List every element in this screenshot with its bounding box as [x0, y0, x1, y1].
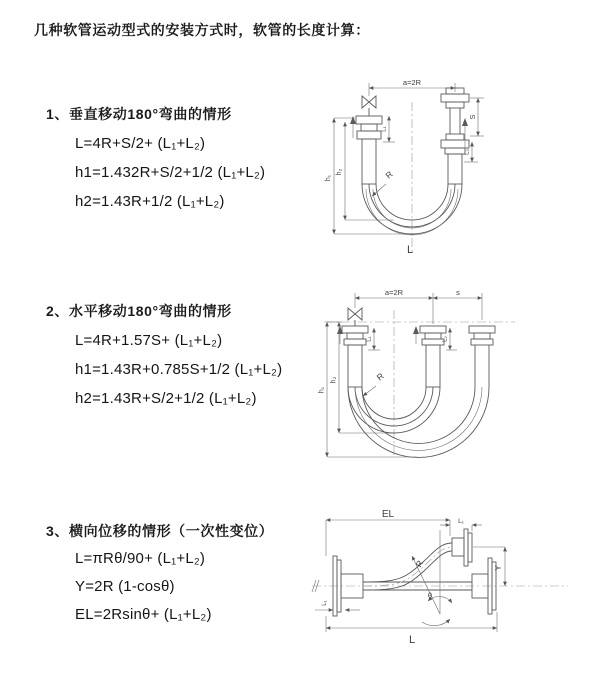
- dim-label-l1-top: L₁: [458, 518, 464, 525]
- diagram-1-svg: [312, 72, 598, 258]
- dim-label-r: R: [383, 169, 395, 181]
- dimension-l2: [464, 142, 478, 162]
- dim-label-y: Y: [494, 565, 503, 571]
- section-1-formula-h2: h2=1.43R+1/2 (L₁+L₂): [75, 193, 225, 210]
- dim-label-l1-left: L₁: [322, 600, 328, 606]
- dimension-l1: [382, 116, 396, 142]
- section-2-formula-h1: h1=1.43R+0.785S+1/2 (L₁+L₂): [75, 361, 283, 378]
- section-3-formula-EL: EL=2Rsinθ+ (L₁+L₂): [75, 606, 212, 623]
- dim-label-s: S: [470, 114, 477, 120]
- dim-label-el: EL: [381, 509, 395, 520]
- left-flange: [356, 116, 382, 139]
- right-hose-walls: [475, 345, 489, 387]
- dim-label-a2r: a=2R: [402, 78, 422, 87]
- dimension-l1: [367, 328, 381, 350]
- dim-label-l: L: [406, 244, 414, 256]
- radius-leader: [372, 169, 395, 196]
- diagram-vertical-180-bend: [312, 72, 598, 258]
- diagram-3-svg: [300, 502, 598, 650]
- dim-label-h2: h₂: [336, 168, 343, 176]
- dim-label-l2: L₂: [464, 149, 471, 155]
- radius-leader: [412, 556, 440, 614]
- dim-label-h1: h₁: [325, 174, 332, 182]
- dimension-l: [326, 612, 497, 646]
- dimension-s: [433, 288, 482, 320]
- left-hose-braid: [362, 139, 376, 184]
- section-3-formula-Y: Y=2R (1-cosθ): [75, 578, 175, 595]
- dimension-el: [326, 509, 450, 556]
- radius-leader: [363, 371, 386, 396]
- dimension-l2: [443, 328, 458, 350]
- dim-label-l1: L₁: [381, 126, 388, 132]
- dim-label-s: s: [456, 288, 460, 297]
- dim-label-r: R: [413, 558, 426, 569]
- dim-label-a2r: a=2R: [384, 288, 404, 297]
- dimension-a2r: [369, 78, 455, 92]
- section-1-formula-L: L=4R+S/2+ (L₁+L₂): [75, 135, 206, 152]
- section-2-heading: 2、水平移动180°弯曲的情形: [46, 303, 232, 319]
- top-right-flange: [452, 529, 472, 566]
- dim-label-l1: L₁: [366, 336, 373, 342]
- diagram-lateral-displacement: [300, 502, 598, 650]
- middle-hose-braid: [426, 345, 440, 387]
- dim-label-r: R: [374, 370, 386, 383]
- movement-arrow-middle: [413, 326, 419, 344]
- dimension-l1-left: [315, 600, 360, 610]
- s-curve-hose: [363, 543, 452, 590]
- dim-label-theta: θ: [427, 591, 433, 600]
- dimension-s: [470, 98, 484, 136]
- hose-u-bend-position1: [348, 387, 440, 433]
- section-2-formula-h2: h2=1.43R+S/2+1/2 (L₁+L₂): [75, 390, 257, 407]
- dim-label-l2: L₂: [442, 336, 449, 342]
- section-3-formula-L: L=πRθ/90+ (L₁+L₂): [75, 550, 206, 567]
- section-1-heading: 1、垂直移动180°弯曲的情形: [46, 106, 232, 122]
- section-1-formula-h1: h1=1.432R+S/2+1/2 (L₁+L₂): [75, 164, 266, 181]
- right-flange: [469, 326, 495, 345]
- movement-arrow-left: [350, 116, 356, 138]
- diagram-horizontal-180-bend: [310, 282, 598, 464]
- left-flange: [342, 326, 368, 345]
- hose-u-bend-position2: [348, 387, 489, 457]
- section-3-heading: 3、横向位移的情形（一次性变位）: [46, 523, 274, 539]
- dim-label-h2: h₂: [330, 376, 338, 384]
- page-title: 几种软管运动型式的安装方式时，软管的长度计算：: [34, 22, 370, 38]
- dimension-y: [473, 547, 505, 586]
- diagram-2-svg: [310, 282, 598, 464]
- section-2-formula-L: L=4R+1.57S+ (L₁+L₂): [75, 332, 223, 349]
- dim-label-h1: h₁: [318, 386, 326, 394]
- left-hose-braid: [348, 345, 362, 387]
- dim-label-l: L: [408, 634, 416, 646]
- right-hose-braid: [448, 154, 462, 184]
